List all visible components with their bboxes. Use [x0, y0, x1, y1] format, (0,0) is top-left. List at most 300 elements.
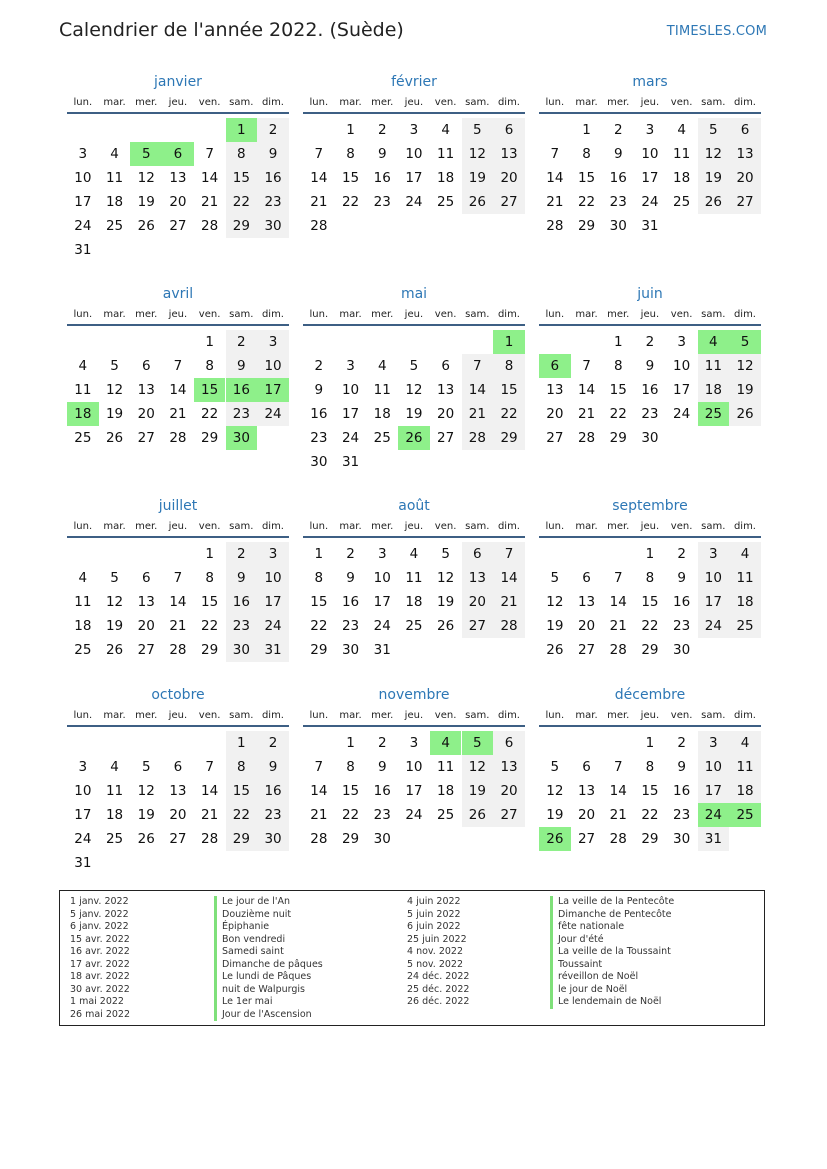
day-cell[interactable]: 20: [729, 166, 761, 190]
day-cell[interactable]: 19: [137, 194, 155, 210]
day-cell[interactable]: 9: [257, 142, 289, 166]
day-cell[interactable]: 9: [645, 358, 655, 374]
day-cell[interactable]: 15: [493, 378, 525, 402]
day-cell[interactable]: 8: [645, 570, 655, 586]
day-cell[interactable]: 29: [310, 642, 328, 658]
day-cell[interactable]: 29: [609, 430, 627, 446]
day-cell[interactable]: 30: [641, 430, 659, 446]
day-cell[interactable]: 11: [405, 570, 423, 586]
day-cell[interactable]: 9: [314, 382, 324, 398]
day-cell[interactable]: 12: [105, 382, 124, 398]
day-cell[interactable]: 17: [74, 194, 92, 210]
day-cell[interactable]: 19: [437, 594, 455, 610]
day-cell[interactable]: 6: [729, 118, 761, 142]
day-cell[interactable]: 19: [105, 406, 124, 422]
day-cell[interactable]: 27: [462, 614, 494, 638]
day-cell[interactable]: 24: [698, 614, 730, 638]
day-cell[interactable]: 30: [226, 638, 258, 662]
day-cell[interactable]: 24: [641, 194, 659, 210]
day-cell[interactable]: 3: [78, 759, 88, 775]
day-cell[interactable]: 23: [673, 618, 691, 634]
day-cell[interactable]: 17: [257, 378, 289, 402]
day-cell[interactable]: 11: [74, 594, 92, 610]
day-cell[interactable]: 15: [194, 378, 226, 402]
day-cell[interactable]: 3: [677, 334, 686, 350]
day-cell[interactable]: 18: [405, 594, 423, 610]
day-cell[interactable]: 16: [257, 779, 289, 803]
day-cell[interactable]: 12: [105, 594, 124, 610]
day-cell[interactable]: 6: [539, 354, 571, 378]
day-cell[interactable]: 29: [201, 642, 219, 658]
day-cell[interactable]: 8: [226, 142, 258, 166]
day-cell[interactable]: 21: [201, 194, 219, 210]
day-cell[interactable]: 2: [677, 735, 686, 751]
day-cell[interactable]: 30: [310, 454, 328, 470]
day-cell[interactable]: 3: [409, 122, 419, 138]
day-cell[interactable]: 4: [698, 330, 730, 354]
day-cell[interactable]: 4: [441, 122, 450, 138]
day-cell[interactable]: 22: [310, 618, 328, 634]
day-cell[interactable]: 4: [409, 546, 419, 562]
day-cell[interactable]: 16: [609, 170, 627, 186]
day-cell[interactable]: 5: [130, 142, 162, 166]
day-cell[interactable]: 7: [173, 358, 183, 374]
day-cell[interactable]: 1: [582, 122, 591, 138]
day-cell[interactable]: 1: [226, 118, 258, 142]
day-cell[interactable]: 5: [729, 330, 761, 354]
day-cell[interactable]: 26: [137, 218, 155, 234]
day-cell[interactable]: 2: [257, 731, 289, 755]
day-cell[interactable]: 20: [493, 166, 525, 190]
day-cell[interactable]: 17: [257, 590, 289, 614]
day-cell[interactable]: 24: [405, 807, 423, 823]
day-cell[interactable]: 1: [205, 546, 214, 562]
day-cell[interactable]: 15: [226, 166, 258, 190]
day-cell[interactable]: 17: [373, 594, 391, 610]
day-cell[interactable]: 22: [341, 807, 360, 823]
day-cell[interactable]: 10: [698, 566, 730, 590]
day-cell[interactable]: 7: [205, 759, 214, 775]
day-cell[interactable]: 9: [677, 759, 686, 775]
day-cell[interactable]: 16: [641, 382, 659, 398]
day-cell[interactable]: 7: [613, 570, 623, 586]
day-cell[interactable]: 17: [673, 382, 691, 398]
day-cell[interactable]: 11: [437, 146, 455, 162]
day-cell[interactable]: 3: [257, 330, 289, 354]
day-cell[interactable]: 2: [377, 122, 387, 138]
day-cell[interactable]: 16: [310, 406, 328, 422]
day-cell[interactable]: 30: [609, 218, 627, 234]
day-cell[interactable]: 29: [641, 642, 659, 658]
day-cell[interactable]: 29: [577, 218, 596, 234]
day-cell[interactable]: 5: [462, 118, 494, 142]
day-cell[interactable]: 11: [373, 382, 391, 398]
day-cell[interactable]: 11: [74, 382, 92, 398]
day-cell[interactable]: 9: [613, 146, 623, 162]
day-cell[interactable]: 21: [310, 807, 328, 823]
day-cell[interactable]: 24: [257, 402, 289, 426]
day-cell[interactable]: 24: [373, 618, 391, 634]
day-cell[interactable]: 6: [141, 358, 151, 374]
day-cell[interactable]: 11: [105, 783, 124, 799]
day-cell[interactable]: 14: [462, 378, 494, 402]
day-cell[interactable]: 21: [201, 807, 219, 823]
day-cell[interactable]: 7: [462, 354, 494, 378]
day-cell[interactable]: 12: [546, 594, 564, 610]
day-cell[interactable]: 7: [314, 146, 324, 162]
day-cell[interactable]: 29: [226, 214, 258, 238]
day-cell[interactable]: 14: [577, 382, 596, 398]
day-cell[interactable]: 10: [641, 146, 659, 162]
day-cell[interactable]: 8: [493, 354, 525, 378]
day-cell[interactable]: 23: [226, 614, 258, 638]
day-cell[interactable]: 13: [493, 142, 525, 166]
day-cell[interactable]: 16: [226, 378, 258, 402]
day-cell[interactable]: 16: [341, 594, 360, 610]
day-cell[interactable]: 7: [613, 759, 623, 775]
day-cell[interactable]: 8: [226, 755, 258, 779]
day-cell[interactable]: 21: [169, 406, 187, 422]
day-cell[interactable]: 13: [729, 142, 761, 166]
day-cell[interactable]: 20: [137, 618, 155, 634]
day-cell[interactable]: 27: [493, 803, 525, 827]
day-cell[interactable]: 21: [609, 807, 627, 823]
day-cell[interactable]: 28: [577, 430, 596, 446]
day-cell[interactable]: 19: [698, 166, 730, 190]
day-cell[interactable]: 15: [201, 594, 219, 610]
day-cell[interactable]: 3: [698, 542, 730, 566]
day-cell[interactable]: 28: [609, 831, 627, 847]
day-cell[interactable]: 5: [550, 570, 560, 586]
day-cell[interactable]: 25: [437, 194, 455, 210]
day-cell[interactable]: 1: [346, 122, 355, 138]
day-cell[interactable]: 12: [405, 382, 423, 398]
day-cell[interactable]: 9: [346, 570, 355, 586]
day-cell[interactable]: 16: [673, 594, 691, 610]
day-cell[interactable]: 6: [493, 118, 525, 142]
day-cell[interactable]: 27: [137, 642, 155, 658]
day-cell[interactable]: 1: [346, 735, 355, 751]
day-cell[interactable]: 1: [613, 334, 623, 350]
day-cell[interactable]: 20: [577, 618, 596, 634]
day-cell[interactable]: 29: [226, 827, 258, 851]
day-cell[interactable]: 25: [405, 618, 423, 634]
day-cell[interactable]: 23: [257, 803, 289, 827]
day-cell[interactable]: 10: [373, 570, 391, 586]
day-cell[interactable]: 1: [226, 731, 258, 755]
day-cell[interactable]: 9: [226, 354, 258, 378]
day-cell[interactable]: 28: [462, 426, 494, 450]
day-cell[interactable]: 23: [641, 406, 659, 422]
day-cell[interactable]: 18: [373, 406, 391, 422]
day-cell[interactable]: 26: [698, 190, 730, 214]
day-cell[interactable]: 18: [698, 378, 730, 402]
day-cell[interactable]: 1: [205, 334, 214, 350]
day-cell[interactable]: 26: [105, 430, 124, 446]
day-cell[interactable]: 26: [462, 803, 494, 827]
day-cell[interactable]: 12: [462, 755, 494, 779]
day-cell[interactable]: 20: [546, 406, 564, 422]
day-cell[interactable]: 8: [205, 358, 214, 374]
day-cell[interactable]: 27: [437, 430, 455, 446]
day-cell[interactable]: 19: [137, 807, 155, 823]
day-cell[interactable]: 27: [169, 831, 187, 847]
day-cell[interactable]: 31: [641, 218, 659, 234]
day-cell[interactable]: 12: [729, 354, 761, 378]
day-cell[interactable]: 22: [609, 406, 627, 422]
day-cell[interactable]: 14: [546, 170, 564, 186]
day-cell[interactable]: 10: [74, 170, 92, 186]
day-cell[interactable]: 28: [609, 642, 627, 658]
day-cell[interactable]: 10: [405, 146, 423, 162]
day-cell[interactable]: 14: [310, 170, 328, 186]
day-cell[interactable]: 31: [341, 454, 360, 470]
day-cell[interactable]: 20: [169, 194, 187, 210]
day-cell[interactable]: 22: [641, 807, 659, 823]
day-cell[interactable]: 16: [257, 166, 289, 190]
day-cell[interactable]: 11: [698, 354, 730, 378]
day-cell[interactable]: 23: [609, 194, 627, 210]
day-cell[interactable]: 19: [729, 378, 761, 402]
day-cell[interactable]: 15: [641, 594, 659, 610]
day-cell[interactable]: 27: [137, 430, 155, 446]
day-cell[interactable]: 11: [729, 755, 761, 779]
day-cell[interactable]: 20: [493, 779, 525, 803]
day-cell[interactable]: 5: [141, 759, 151, 775]
day-cell[interactable]: 14: [169, 382, 187, 398]
day-cell[interactable]: 21: [169, 618, 187, 634]
day-cell[interactable]: 19: [546, 618, 564, 634]
day-cell[interactable]: 10: [405, 759, 423, 775]
day-cell[interactable]: 28: [310, 218, 328, 234]
day-cell[interactable]: 3: [698, 731, 730, 755]
day-cell[interactable]: 13: [437, 382, 455, 398]
day-cell[interactable]: 18: [437, 170, 455, 186]
day-cell[interactable]: 24: [698, 803, 730, 827]
day-cell[interactable]: 18: [673, 170, 691, 186]
day-cell[interactable]: 7: [582, 358, 591, 374]
day-cell[interactable]: 5: [698, 118, 730, 142]
day-cell[interactable]: 9: [377, 146, 387, 162]
day-cell[interactable]: 22: [577, 194, 596, 210]
day-cell[interactable]: 30: [257, 827, 289, 851]
day-cell[interactable]: 29: [341, 831, 360, 847]
day-cell[interactable]: 4: [110, 759, 119, 775]
day-cell[interactable]: 13: [577, 594, 596, 610]
day-cell[interactable]: 2: [257, 118, 289, 142]
day-cell[interactable]: 3: [257, 542, 289, 566]
day-cell[interactable]: 31: [74, 855, 92, 871]
day-cell[interactable]: 25: [437, 807, 455, 823]
day-cell[interactable]: 24: [405, 194, 423, 210]
day-cell[interactable]: 6: [441, 358, 450, 374]
day-cell[interactable]: 31: [698, 827, 730, 851]
day-cell[interactable]: 26: [105, 642, 124, 658]
day-cell[interactable]: 19: [405, 406, 423, 422]
day-cell[interactable]: 16: [673, 783, 691, 799]
day-cell[interactable]: 25: [373, 430, 391, 446]
day-cell[interactable]: 2: [677, 546, 686, 562]
day-cell[interactable]: 24: [341, 430, 360, 446]
day-cell[interactable]: 15: [341, 783, 360, 799]
day-cell[interactable]: 23: [257, 190, 289, 214]
day-cell[interactable]: 4: [430, 731, 462, 755]
day-cell[interactable]: 16: [373, 170, 391, 186]
day-cell[interactable]: 20: [577, 807, 596, 823]
day-cell[interactable]: 3: [377, 546, 387, 562]
day-cell[interactable]: 24: [74, 218, 92, 234]
day-cell[interactable]: 8: [613, 358, 623, 374]
day-cell[interactable]: 12: [137, 783, 155, 799]
day-cell[interactable]: 25: [105, 218, 124, 234]
day-cell[interactable]: 13: [462, 566, 494, 590]
day-cell[interactable]: 21: [462, 402, 494, 426]
day-cell[interactable]: 4: [110, 146, 119, 162]
day-cell[interactable]: 21: [546, 194, 564, 210]
day-cell[interactable]: 19: [105, 618, 124, 634]
day-cell[interactable]: 10: [74, 783, 92, 799]
day-cell[interactable]: 10: [673, 358, 691, 374]
day-cell[interactable]: 8: [645, 759, 655, 775]
day-cell[interactable]: 15: [310, 594, 328, 610]
day-cell[interactable]: 17: [698, 590, 730, 614]
day-cell[interactable]: 12: [698, 142, 730, 166]
day-cell[interactable]: 10: [341, 382, 360, 398]
day-cell[interactable]: 11: [673, 146, 691, 162]
day-cell[interactable]: 2: [645, 334, 655, 350]
day-cell[interactable]: 17: [341, 406, 360, 422]
day-cell[interactable]: 1: [645, 546, 655, 562]
day-cell[interactable]: 29: [201, 430, 219, 446]
day-cell[interactable]: 28: [201, 831, 219, 847]
day-cell[interactable]: 8: [346, 759, 355, 775]
day-cell[interactable]: 12: [137, 170, 155, 186]
day-cell[interactable]: 22: [226, 803, 258, 827]
day-cell[interactable]: 9: [377, 759, 387, 775]
day-cell[interactable]: 28: [546, 218, 564, 234]
day-cell[interactable]: 10: [698, 755, 730, 779]
day-cell[interactable]: 2: [346, 546, 355, 562]
day-cell[interactable]: 15: [641, 783, 659, 799]
day-cell[interactable]: 20: [437, 406, 455, 422]
day-cell[interactable]: 9: [257, 755, 289, 779]
day-cell[interactable]: 19: [462, 166, 494, 190]
day-cell[interactable]: 13: [546, 382, 564, 398]
day-cell[interactable]: 31: [373, 642, 391, 658]
day-cell[interactable]: 26: [398, 426, 430, 450]
day-cell[interactable]: 24: [74, 831, 92, 847]
day-cell[interactable]: 15: [609, 382, 627, 398]
day-cell[interactable]: 25: [105, 831, 124, 847]
day-cell[interactable]: 9: [226, 566, 258, 590]
day-cell[interactable]: 18: [74, 618, 92, 634]
day-cell[interactable]: 8: [582, 146, 591, 162]
day-cell[interactable]: 5: [110, 358, 119, 374]
day-cell[interactable]: 27: [546, 430, 564, 446]
day-cell[interactable]: 4: [78, 570, 88, 586]
day-cell[interactable]: 20: [137, 406, 155, 422]
day-cell[interactable]: 1: [493, 330, 525, 354]
day-cell[interactable]: 2: [377, 735, 387, 751]
day-cell[interactable]: 22: [641, 618, 659, 634]
day-cell[interactable]: 8: [314, 570, 324, 586]
day-cell[interactable]: 21: [493, 590, 525, 614]
day-cell[interactable]: 10: [257, 354, 289, 378]
day-cell[interactable]: 20: [169, 807, 187, 823]
day-cell[interactable]: 14: [493, 566, 525, 590]
day-cell[interactable]: 11: [437, 759, 455, 775]
day-cell[interactable]: 28: [201, 218, 219, 234]
day-cell[interactable]: 18: [437, 783, 455, 799]
day-cell[interactable]: 4: [78, 358, 88, 374]
day-cell[interactable]: 14: [201, 783, 219, 799]
day-cell[interactable]: 15: [341, 170, 360, 186]
brand-link[interactable]: TIMESLES.COM: [666, 24, 767, 39]
day-cell[interactable]: 23: [226, 402, 258, 426]
day-cell[interactable]: 2: [613, 122, 623, 138]
day-cell[interactable]: 18: [67, 402, 99, 426]
day-cell[interactable]: 24: [257, 614, 289, 638]
day-cell[interactable]: 14: [201, 170, 219, 186]
day-cell[interactable]: 8: [346, 146, 355, 162]
day-cell[interactable]: 14: [169, 594, 187, 610]
day-cell[interactable]: 18: [105, 807, 124, 823]
day-cell[interactable]: 1: [645, 735, 655, 751]
day-cell[interactable]: 12: [437, 570, 455, 586]
day-cell[interactable]: 3: [346, 358, 355, 374]
day-cell[interactable]: 16: [373, 783, 391, 799]
day-cell[interactable]: 5: [110, 570, 119, 586]
day-cell[interactable]: 6: [162, 142, 194, 166]
day-cell[interactable]: 5: [462, 731, 494, 755]
day-cell[interactable]: 6: [141, 570, 151, 586]
day-cell[interactable]: 25: [729, 614, 761, 638]
day-cell[interactable]: 26: [462, 190, 494, 214]
day-cell[interactable]: 23: [310, 430, 328, 446]
day-cell[interactable]: 25: [698, 402, 730, 426]
day-cell[interactable]: 8: [205, 570, 214, 586]
day-cell[interactable]: 3: [78, 146, 88, 162]
day-cell[interactable]: 29: [493, 426, 525, 450]
day-cell[interactable]: 22: [201, 618, 219, 634]
day-cell[interactable]: 30: [257, 214, 289, 238]
day-cell[interactable]: 13: [137, 594, 155, 610]
day-cell[interactable]: 22: [341, 194, 360, 210]
day-cell[interactable]: 30: [673, 831, 691, 847]
day-cell[interactable]: 6: [173, 759, 183, 775]
day-cell[interactable]: 25: [673, 194, 691, 210]
day-cell[interactable]: 5: [550, 759, 560, 775]
day-cell[interactable]: 26: [137, 831, 155, 847]
day-cell[interactable]: 18: [729, 779, 761, 803]
day-cell[interactable]: 28: [493, 614, 525, 638]
day-cell[interactable]: 23: [341, 618, 360, 634]
day-cell[interactable]: 13: [169, 783, 187, 799]
day-cell[interactable]: 15: [577, 170, 596, 186]
day-cell[interactable]: 19: [462, 779, 494, 803]
day-cell[interactable]: 23: [373, 807, 391, 823]
day-cell[interactable]: 9: [677, 570, 686, 586]
day-cell[interactable]: 23: [673, 807, 691, 823]
day-cell[interactable]: 22: [201, 406, 219, 422]
day-cell[interactable]: 27: [577, 642, 596, 658]
day-cell[interactable]: 30: [341, 642, 360, 658]
day-cell[interactable]: 6: [582, 759, 591, 775]
day-cell[interactable]: 4: [729, 731, 761, 755]
day-cell[interactable]: 6: [493, 731, 525, 755]
day-cell[interactable]: 2: [314, 358, 324, 374]
day-cell[interactable]: 13: [577, 783, 596, 799]
